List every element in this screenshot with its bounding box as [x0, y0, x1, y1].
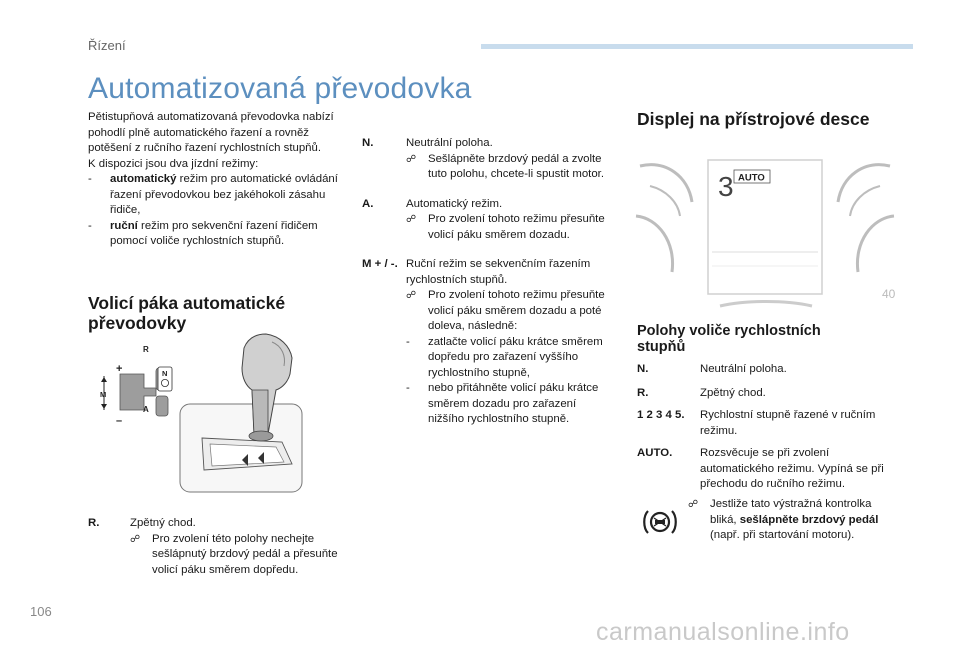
intro-text: [88, 110, 348, 250]
r-position-definition: [88, 516, 348, 578]
gate-label-a: A: [143, 405, 149, 414]
r-instruction: Pro zvolení této polohy nechejte sešlápnutý brzdový pedál a přesuňte volicí páku směrem dopředu.: [152, 532, 338, 576]
r-description: Zpětný chod.: [130, 517, 196, 529]
gear-lever-illustration: [92, 334, 304, 496]
bullet-icon: ☍: [406, 153, 417, 165]
r-key: R.: [88, 517, 100, 529]
position-row: AUTO. Rozsvěcuje se při zvolení automatického režimu. Vypíná se při přechodu do ručního režimu.: [637, 447, 884, 490]
gate-label-n: N: [162, 369, 168, 378]
positions-list: [637, 362, 899, 493]
position-row: R. Zpětný chod.: [637, 386, 766, 399]
gate-label-m: M: [100, 390, 107, 399]
bullet-icon: ☍: [406, 214, 417, 225]
definition-n: N. Neutrální poloha. ☍ Sešlápněte brzdový pedál a zvolte tuto polohu, chcete-li spustit motor.: [362, 136, 612, 183]
mode-item-automatic: - automatický režim pro automatické ovládání řazení převodovkou bez jakéhokoli zásahu řidiče,: [88, 173, 338, 216]
page-number: 106: [30, 604, 52, 619]
bullet-icon: ☍: [130, 533, 141, 545]
mode-item-manual: - ruční režim pro sekvenční řazení řidičem pomocí voliče rychlostních stupňů.: [88, 219, 318, 247]
console-drawing: [180, 404, 302, 492]
intro-modes-lead: K dispozici jsou dva jízdní režimy:: [88, 157, 259, 170]
definition-a: A. Automatický režim. ☍ Pro zvolení tohoto režimu přesuňte volicí páku směrem dozadu.: [362, 197, 612, 244]
intro-paragraph: Pětistupňová automatizovaná převodovka nabízí pohodlí plně automatického řazení a rovněž potěšení z ručního řazení rychlostních stupňů.: [88, 111, 334, 154]
display-section-title: Displej na přístrojové desce: [637, 109, 870, 129]
auto-indicator: AUTO: [738, 172, 765, 184]
brake-warning-icon: [641, 507, 679, 537]
gate-label-plus: +: [116, 363, 123, 375]
header-rule: [481, 44, 913, 49]
mode-definitions: [362, 136, 612, 428]
page-title: Automatizovaná převodovka: [88, 72, 472, 105]
watermark: carmanualsonline.info: [596, 618, 850, 646]
positions-section-title: Polohy voliče rychlostních stupňů: [637, 323, 821, 355]
position-row: N. Neutrální poloha.: [637, 363, 787, 375]
position-row: 1 2 3 4 5. Rychlostní stupně řazené v ručním režimu.: [637, 409, 876, 437]
warning-text: ☍ Jestliže tato výstražná kontrolka bliká, sešlápněte brzdový pedál (např. při startování motoru).: [688, 497, 893, 544]
gate-label-r: R: [143, 345, 149, 354]
bullet-icon: ☍: [688, 499, 699, 510]
gate-label-minus: –: [116, 415, 123, 427]
bullet-icon: ☍: [406, 290, 417, 301]
lever-section-title: Volicí páka automatické převodovky: [88, 293, 286, 333]
instrument-cluster-illustration: [636, 156, 894, 306]
gauge-number: 40: [882, 287, 896, 301]
section-label: Řízení: [88, 38, 126, 53]
definition-m: M + / -. Ruční režim se sekvenčním řazením rychlostních stupňů. ☍ Pro zvolení tohoto režimu přesuňte volicí páku směrem dozadu a poté doleva, následně: - zatlačte volicí páku krátce směrem dopředu pro zařazení vyššího rychlostního stupně, - nebo přitáhněte volicí páku krátce směrem dozadu pro zařazení nižšího rychlostního stupně.: [362, 258, 605, 425]
gear-indicator: 3: [718, 171, 734, 202]
